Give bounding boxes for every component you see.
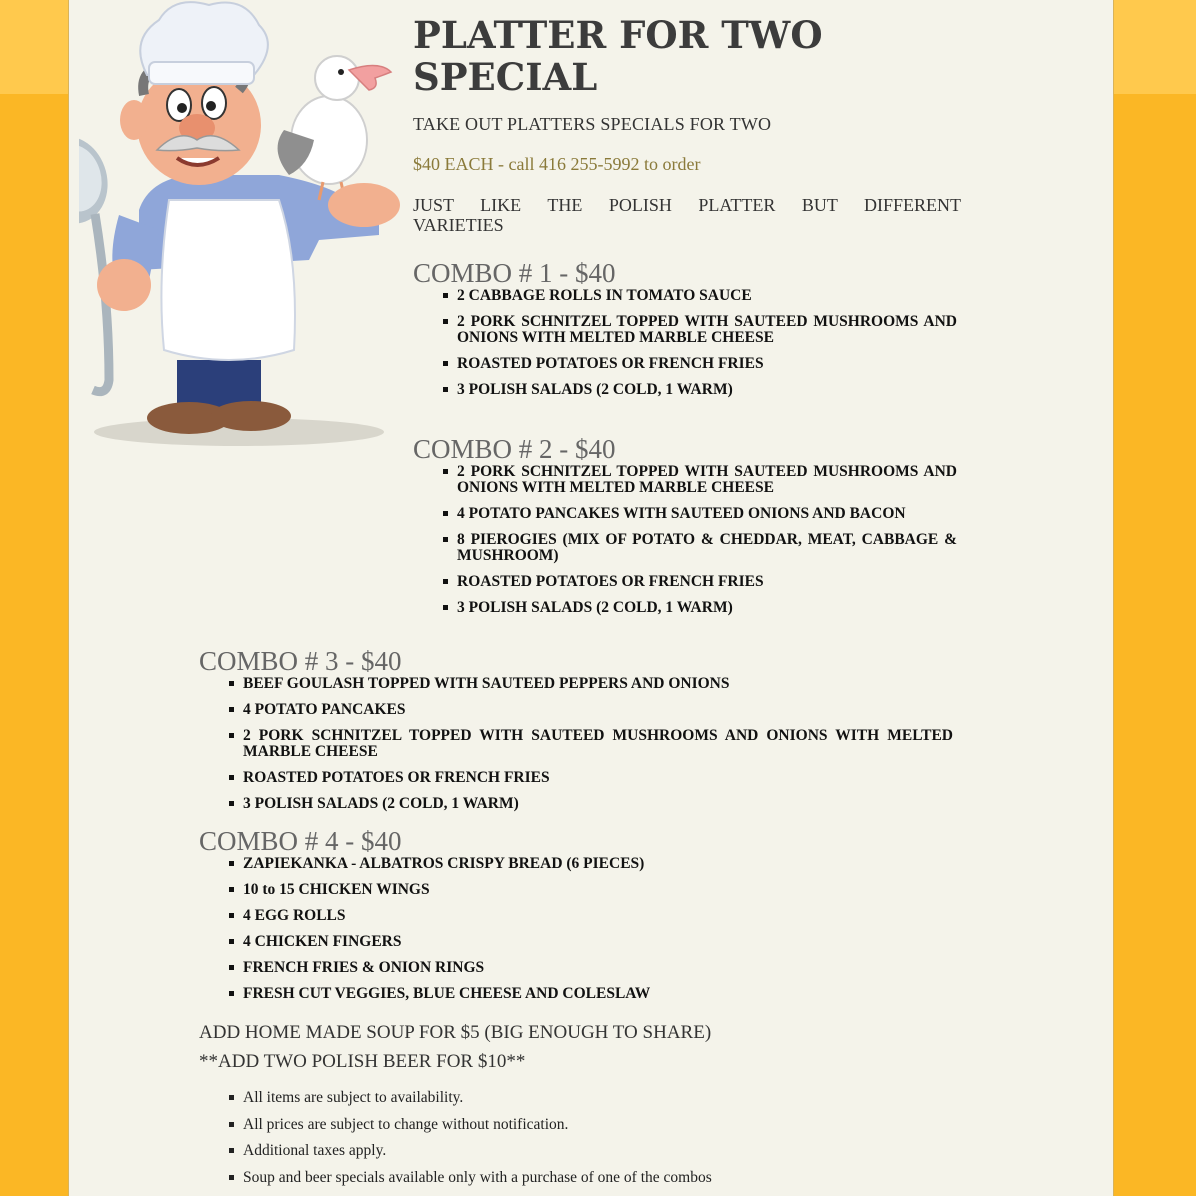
- chef-with-ladle-and-seagull-icon: [79, 0, 409, 460]
- list-item: 2 CABBAGE ROLLS IN TOMATO SAUCE: [457, 288, 957, 304]
- list-item: Soup and beer specials available only with a purchase of one of the combos: [243, 1168, 712, 1186]
- list-item: 2 PORK SCHNITZEL TOPPED WITH SAUTEED MUSHROOMS AND ONIONS WITH MELTED MARBLE CHEESE: [243, 727, 953, 760]
- page-subtitle: TAKE OUT PLATTERS SPECIALS FOR TWO: [413, 114, 772, 134]
- list-item: ROASTED POTATOES OR FRENCH FRIES: [457, 574, 957, 590]
- list-item: ZAPIEKANKA - ALBATROS CRISPY BREAD (6 PIECES): [243, 856, 959, 872]
- header-band-right: [1114, 0, 1196, 94]
- list-item: ROASTED POTATOES OR FRENCH FRIES: [243, 770, 953, 786]
- combo-1-items: [413, 288, 961, 398]
- disclaimer-notes: [199, 1090, 712, 1196]
- list-item: All items are subject to availability.: [243, 1090, 712, 1106]
- list-item: FRENCH FRIES & ONION RINGS: [243, 960, 959, 976]
- list-item: BEEF GOULASH TOPPED WITH SAUTEED PEPPERS AND ONIONS: [243, 676, 953, 692]
- header-band-left: [0, 0, 68, 94]
- list-item: 4 POTATO PANCAKES: [243, 702, 953, 718]
- list-item: 2 PORK SCHNITZEL TOPPED WITH SAUTEED MUSHROOMS AND ONIONS WITH MELTED MARBLE CHEESE: [457, 313, 957, 346]
- combo-4-title: COMBO # 4 - $40: [199, 826, 402, 856]
- combo-1-section: [413, 258, 961, 408]
- list-item: 4 CHICKEN FINGERS: [243, 934, 959, 950]
- platter-description: JUST LIKE THE POLISH PLATTER BUT DIFFERENT VARIETIES: [413, 195, 961, 235]
- list-item: 8 PIEROGIES (MIX OF POTATO & CHEDDAR, MEAT, CABBAGE & MUSHROOM): [457, 531, 957, 564]
- combo-2-section: [413, 434, 961, 626]
- list-item: 3 POLISH SALADS (2 COLD, 1 WARM): [243, 796, 953, 812]
- combo-1-title: COMBO # 1 - $40: [413, 258, 616, 288]
- combo-3-section: [199, 646, 959, 822]
- content-panel: [68, 0, 1114, 1196]
- list-item: 10 to 15 CHICKEN WINGS: [243, 882, 959, 898]
- list-item: 2 PORK SCHNITZEL TOPPED WITH SAUTEED MUSHROOMS AND ONIONS WITH MELTED MARBLE CHEESE: [457, 463, 957, 496]
- list-item: 3 POLISH SALADS (2 COLD, 1 WARM): [457, 382, 957, 398]
- price-call-line: $40 EACH - call 416 255-5992 to order: [413, 154, 701, 174]
- combo-3-title: COMBO # 3 - $40: [199, 646, 402, 676]
- combo-4-section: [199, 826, 959, 1012]
- list-item: 3 POLISH SALADS (2 COLD, 1 WARM): [457, 600, 957, 616]
- list-item: 4 EGG ROLLS: [243, 908, 959, 924]
- soup-addon: ADD HOME MADE SOUP FOR $5 (BIG ENOUGH TO SHARE): [199, 1022, 712, 1043]
- combo-2-items: [413, 464, 961, 616]
- page-title: [413, 14, 853, 98]
- combo-2-title: COMBO # 2 - $40: [413, 434, 616, 464]
- list-item: 4 POTATO PANCAKES WITH SAUTEED ONIONS AND BACON: [457, 506, 957, 522]
- combo-4-items: [199, 856, 959, 1002]
- beer-addon: **ADD TWO POLISH BEER FOR $10**: [199, 1051, 526, 1072]
- page-title-line1: PLATTER FOR TWO: [413, 13, 823, 57]
- page-title-line2: SPECIAL: [413, 55, 598, 99]
- list-item: ROASTED POTATOES OR FRENCH FRIES: [457, 356, 957, 372]
- list-item: Additional taxes apply.: [243, 1143, 712, 1159]
- list-item: All prices are subject to change without notification.: [243, 1117, 712, 1133]
- combo-3-items: [199, 676, 959, 812]
- list-item: FRESH CUT VEGGIES, BLUE CHEESE AND COLESLAW: [243, 986, 959, 1002]
